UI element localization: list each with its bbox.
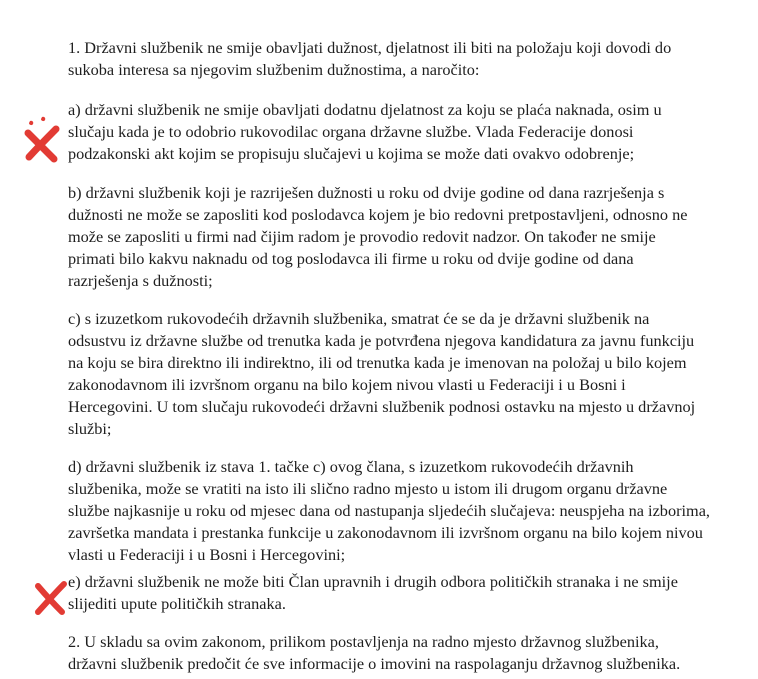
text-line: službe najkasnije u roku od mjesec dana od nastupanja sljedećih slučajeva: neuspjeha na izborima, <box>68 501 710 520</box>
red-x-mark-icon <box>20 113 64 163</box>
text-line: b) državni službenik koji je razriješen dužnosti u roku od dvije godine od dana razrješenja s <box>68 183 665 202</box>
text-line: zakonodavnom ili izvršnom organu na bilo kojem nivou vlasti u Federaciji i u Bosni i <box>68 375 626 394</box>
text-line: slijediti upute političkih stranaka. <box>68 594 286 613</box>
text-line: c) s izuzetkom rukovodećih državnih službenika, smatrat će se da je državni službenik na <box>68 309 650 328</box>
text-line: državni službenik predočit će sve informacije o imovini na raspolaganju državnog službenika. <box>68 654 681 673</box>
text-line: razrješenja s dužnosti; <box>68 271 213 290</box>
text-line: e) državni službenik ne može biti Član upravnih i drugih odbora političkih stranaka i ne smije <box>68 572 678 591</box>
red-x-mark-icon <box>32 580 68 616</box>
text-line: vlasti u Federaciji i u Bosni i Hercegovini; <box>68 545 346 564</box>
text-line: službi; <box>68 419 112 438</box>
text-line: Hercegovini. U tom slučaju rukovodeći državni službenik podnosi ostavku na mjesto u državnoj <box>68 397 696 416</box>
text-line: primati bilo kakvu naknadu od tog poslodavca ili firme u roku od dvije godine od dana <box>68 249 634 268</box>
text-line: može se zaposliti u firmi nad čijim radom je provodio redovit nadzor. On također ne smije <box>68 227 656 246</box>
paragraph-d <box>68 456 758 566</box>
text-line: na koju se bira direktno ili indirektno, ili od trenutka kada je imenovan na položaj u bilo kojem <box>68 353 687 372</box>
text-line: odsustvu iz državne službe od trenutka kada je potvrđena njegova kandidatura za javnu funkciju <box>68 331 695 350</box>
text-line: a) državni službenik ne smije obavljati dodatnu djelatnost za koju se plaća naknada, osim u <box>68 100 662 119</box>
paragraph-b <box>68 182 758 292</box>
text-line: službenika, može se vratiti na isto ili slično radno mjesto u istom ili drugom organu državne <box>68 479 668 498</box>
paragraph-e <box>68 571 758 615</box>
paragraph-a <box>68 99 758 165</box>
paragraph-c <box>68 308 758 440</box>
text-line: 1. Državni službenik ne smije obavljati dužnost, djelatnost ili biti na položaju koji dovodi do <box>68 38 672 57</box>
text-line: slučaju kada je to odobrio rukovodilac organa državne službe. Vlada Federacije donosi <box>68 122 634 141</box>
text-line: 2. U skladu sa ovim zakonom, prilikom postavljenja na radno mjesto državnog službenika, <box>68 632 659 651</box>
paragraph-2 <box>68 631 758 675</box>
text-line: podzakonski akt kojim se propisuju slučajevi u kojima se može dati ovakvo odobrenje; <box>68 144 635 163</box>
paragraph-1 <box>68 37 758 81</box>
text-line: sukoba interesa sa njegovim službenim dužnostima, a naročito: <box>68 60 480 79</box>
text-line: d) državni službenik iz stava 1. tačke c) ovog člana, s izuzetkom rukovodećih državnih <box>68 457 634 476</box>
text-line: dužnosti ne može se zaposliti kod poslodavca kojem je bio redovni pretpostavljeni, odnosno ne <box>68 205 688 224</box>
text-line: završetka mandata i prestanka funkcije u zakonodavnom ili izvršnom organu na bilo kojem nivou <box>68 523 703 542</box>
